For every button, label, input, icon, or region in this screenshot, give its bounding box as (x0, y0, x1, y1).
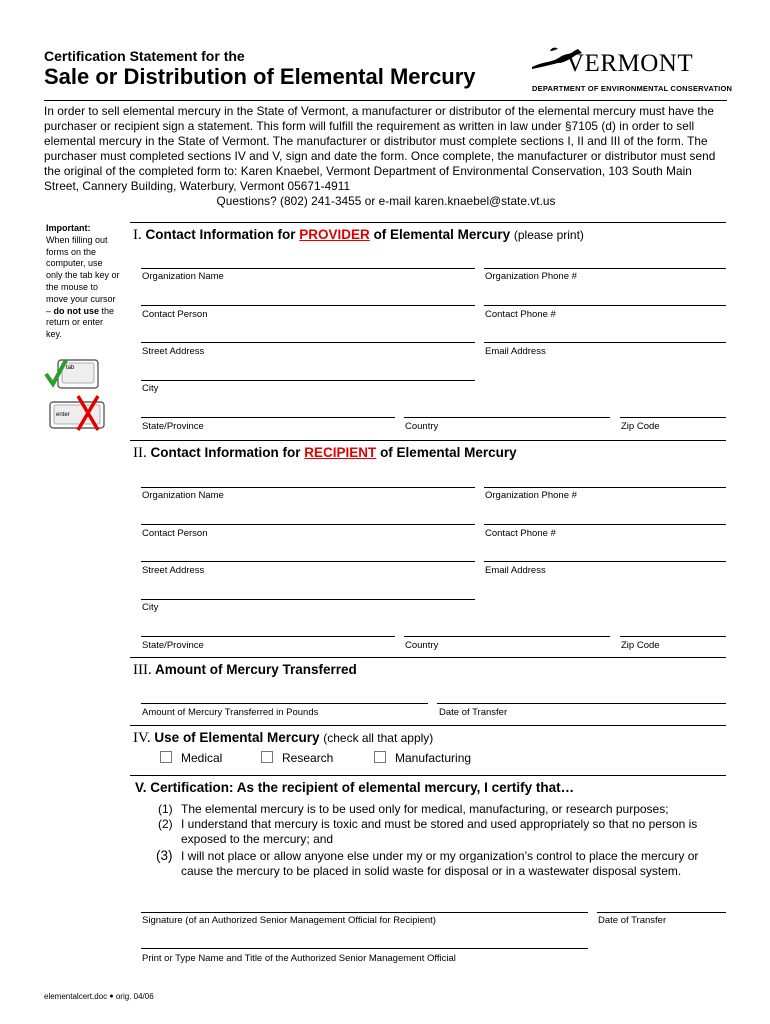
important-note (46, 223, 120, 341)
s2-org-name-line[interactable] (141, 487, 475, 488)
s2-state-label: State/Province (142, 640, 204, 651)
signature-line[interactable] (141, 912, 588, 913)
intro-paragraph (44, 104, 728, 209)
s2-contact-phone-line[interactable] (484, 524, 726, 525)
section1-heading (133, 227, 584, 244)
section3-heading-text: Amount of Mercury Transferred (155, 662, 357, 677)
s1-email-label: Email Address (485, 346, 546, 357)
section4-numeral: IV. (133, 730, 151, 746)
section1-rule (130, 222, 726, 223)
s2-org-name-label: Organization Name (142, 490, 224, 501)
s3-amount-line[interactable] (141, 703, 428, 704)
section1-numeral: I. (133, 227, 142, 243)
cert-item-2: I understand that mercury is toxic and must be stored and used appropriately so that no person is exposed to the mercury; and (181, 817, 698, 846)
s2-org-phone-line[interactable] (484, 487, 726, 488)
section2-numeral: II. (133, 445, 147, 461)
s1-state-label: State/Province (142, 421, 204, 432)
footer-bullet-icon: ● (109, 993, 114, 1000)
s2-contact-person-label: Contact Person (142, 528, 208, 539)
section5-heading: V. Certification: As the recipient of elemental mercury, I certify that… (135, 780, 575, 795)
manufacturing-checkbox[interactable] (374, 751, 386, 763)
s1-contact-phone-label: Contact Phone # (485, 309, 556, 320)
tab-key-label: tab (66, 365, 75, 371)
s1-email-line[interactable] (484, 342, 726, 343)
enter-key-label: enter (56, 412, 70, 418)
cert-item-1-num: (1) (158, 802, 173, 816)
s2-city-label: City (142, 602, 159, 613)
s1-country-label: Country (405, 421, 439, 432)
s1-org-name-line[interactable] (141, 268, 475, 269)
section2-heading-recipient: RECIPIENT (304, 445, 377, 460)
medical-checkbox[interactable] (160, 751, 172, 763)
logo-vermont-text: VERMONT (566, 50, 694, 77)
s1-zip-line[interactable] (620, 417, 726, 418)
section2-rule (130, 440, 726, 441)
cert-date-line[interactable] (597, 912, 726, 913)
footer (44, 992, 154, 1001)
important-title: Important: (46, 223, 91, 233)
s1-zip-label: Zip Code (621, 421, 660, 432)
s1-city-label: City (142, 383, 159, 394)
section4-heading-text: Use of Elemental Mercury (154, 730, 320, 745)
s1-contact-person-line[interactable] (141, 305, 475, 306)
intro-questions: Questions? (802) 241-3455 or e-mail karen.knaebel@state.vt.us (216, 194, 556, 208)
header-rule (44, 100, 727, 101)
s1-org-phone-line[interactable] (484, 268, 726, 269)
s1-country-line[interactable] (404, 417, 610, 418)
s2-email-line[interactable] (484, 561, 726, 562)
cert-item-1: The elemental mercury is to be used only for medical, manufacturing, or research purposes; (181, 802, 669, 816)
s1-street-line[interactable] (141, 342, 475, 343)
s1-org-name-label: Organization Name (142, 271, 224, 282)
intro-text: In order to sell elemental mercury in the State of Vermont, a manufacturer or distributor of the elemental mercury must have the purchaser or recipient sign a statement. This form will fulfill the requirement as written in law under §7105 (d) in order to sell elemental mercury in the State of Vermont. The manufacturer or distributor must complete sections I, II and III of the form. The purchaser must completed sections IV and V, sign and date the form. Once complete, the manufacturer or distributor must send the original of the completed form to: Karen Knaebel, Vermont Department of Environmental Conservation, 103 South Main Street, Cannery Building, Waterbury, Vermont 05671-4911 (44, 104, 716, 193)
section1-heading-b: of Elemental Mercury (373, 227, 511, 242)
section3-rule (130, 657, 726, 658)
s2-zip-line[interactable] (620, 636, 726, 637)
cert-item-3: I will not place or allow anyone else under my or my organization’s control to place the mercury or cause the mercury to be placed in solid waste for disposal or in a wastewater disposal system. (181, 849, 699, 878)
s1-street-label: Street Address (142, 346, 205, 357)
s2-city-line[interactable] (141, 599, 475, 600)
section4-rule (130, 725, 726, 726)
print-name-label: Print or Type Name and Title of the Authorized Senior Management Official (142, 953, 456, 964)
section3-heading (133, 662, 357, 679)
s3-date-label: Date of Transfer (439, 707, 508, 718)
print-name-line[interactable] (141, 948, 588, 949)
cert-item-2-num: (2) (158, 817, 173, 831)
form-subtitle: Certification Statement for the (44, 48, 245, 64)
section4-note: (check all that apply) (323, 731, 434, 745)
important-text-b: do not use (53, 305, 100, 316)
enter-key-icon (44, 394, 108, 434)
s2-country-label: Country (405, 640, 439, 651)
use-research-option[interactable] (261, 751, 333, 765)
s2-contact-person-line[interactable] (141, 524, 475, 525)
s1-contact-person-label: Contact Person (142, 309, 208, 320)
footer-doc: elementalcert.doc (44, 992, 108, 1001)
s2-email-label: Email Address (485, 565, 546, 576)
use-manufacturing-option[interactable] (374, 751, 471, 765)
s2-country-line[interactable] (404, 636, 610, 637)
section1-note: (please print) (513, 228, 584, 242)
s2-contact-phone-label: Contact Phone # (485, 528, 556, 539)
s3-date-line[interactable] (437, 703, 726, 704)
tab-key-icon (44, 354, 102, 394)
s2-org-phone-label: Organization Phone # (485, 490, 577, 501)
medical-label: Medical (181, 751, 223, 765)
cert-date-label: Date of Transfer (598, 915, 667, 926)
important-text-c: the return or enter key. (46, 305, 115, 340)
signature-label: Signature (of an Authorized Senior Management Official for Recipient) (142, 915, 436, 926)
footer-orig: orig. 04/06 (115, 992, 154, 1001)
s1-state-line[interactable] (141, 417, 395, 418)
section4-heading (133, 730, 433, 747)
use-medical-option[interactable] (160, 751, 222, 765)
s3-amount-label: Amount of Mercury Transferred in Pounds (142, 707, 319, 718)
section5-rule (130, 775, 726, 776)
s2-street-label: Street Address (142, 565, 205, 576)
form-title: Sale or Distribution of Elemental Mercury (44, 64, 476, 89)
s1-contact-phone-line[interactable] (484, 305, 726, 306)
s1-org-phone-label: Organization Phone # (485, 271, 577, 282)
s2-zip-label: Zip Code (621, 640, 660, 651)
logo-department-text: DEPARTMENT OF ENVIRONMENTAL CONSERVATION (532, 84, 733, 93)
section1-heading-a: Contact Information for (145, 227, 296, 242)
research-checkbox[interactable] (261, 751, 273, 763)
section2-heading-a: Contact Information for (150, 445, 301, 460)
manufacturing-label: Manufacturing (395, 751, 472, 765)
s2-street-line[interactable] (141, 561, 475, 562)
section1-heading-provider: PROVIDER (299, 227, 370, 242)
section2-heading (133, 445, 517, 462)
section3-numeral: III. (133, 662, 152, 678)
s2-state-line[interactable] (141, 636, 395, 637)
research-label: Research (282, 751, 334, 765)
cert-item-3-num: (3) (156, 848, 173, 863)
important-text-a: When filling out forms on the computer, use only the tab key or the mouse to move your cursor – (46, 234, 120, 316)
section2-heading-b: of Elemental Mercury (380, 445, 517, 460)
s1-city-line[interactable] (141, 380, 475, 381)
